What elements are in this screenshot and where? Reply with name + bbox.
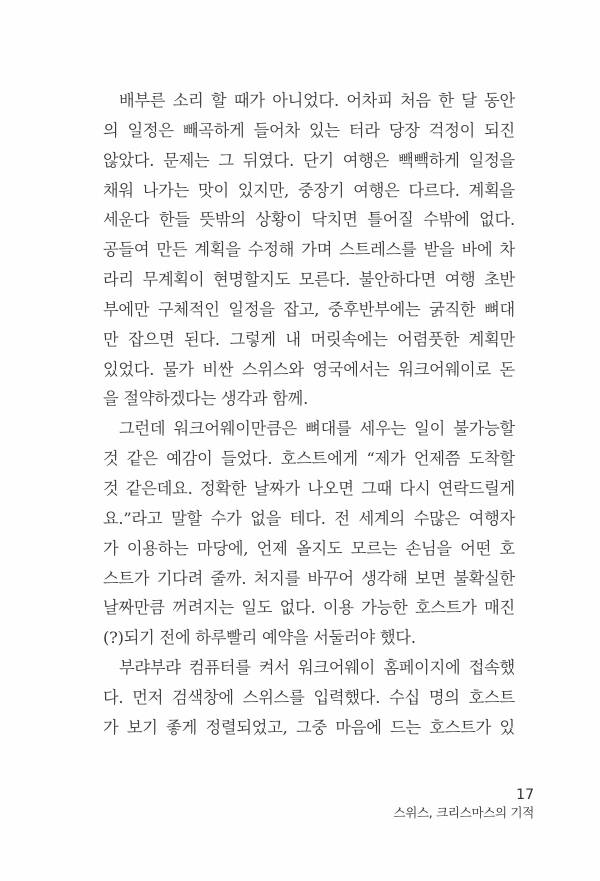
text-line-16: 가 이용하는 마당에, 언제 올지도 모르는 손님을 어떤 호 [103, 538, 515, 558]
text-line-2: 의 일정은 빼곡하게 들어차 있는 터라 당장 걱정이 되진 [103, 120, 515, 140]
text-line-19: (?)되기 전에 하루빨리 예약을 서둘러야 했다. [103, 628, 416, 648]
page-number: 17 [516, 787, 534, 803]
text-line-20: 부랴부랴 컴퓨터를 켜서 워크어웨이 홈페이지에 접속했 [119, 658, 515, 678]
text-line-6: 공들여 만든 계획을 수정해 가며 스트레스를 받을 바에 차 [103, 240, 515, 260]
text-line-13: 것 같은 예감이 들었다. 호스트에게 “제가 언제쯤 도착할 [103, 449, 515, 469]
text-line-1: 배부른 소리 할 때가 아니었다. 어차피 처음 한 달 동안 [119, 91, 515, 110]
running-title: 스위스, 크리스마스의 기적 [393, 805, 534, 820]
text-line-14: 것 같은데요. 정확한 날짜가 나오면 그때 다시 연락드릴게 [103, 478, 515, 498]
page-footer [393, 786, 534, 822]
body-text [103, 86, 515, 743]
text-line-17: 스트가 기다려 줄까. 처지를 바꾸어 생각해 보면 불확실한 [103, 568, 515, 588]
text-line-15: 요.”라고 말할 수가 없을 테다. 전 세계의 수많은 여행자 [103, 508, 515, 528]
text-line-4: 채워 나가는 맛이 있지만, 중장기 여행은 다르다. 계획을 [103, 180, 515, 200]
text-line-3: 않았다. 문제는 그 뒤였다. 단기 여행은 빽빽하게 일정을 [103, 150, 515, 170]
text-line-8: 부에만 구체적인 일정을 잡고, 중후반부에는 굵직한 뼈대 [103, 299, 515, 319]
text-line-10: 있었다. 물가 비싼 스위스와 영국에서는 워크어웨이로 돈 [103, 359, 515, 379]
text-line-12: 그런데 워크어웨이만큼은 뼈대를 세우는 일이 불가능할 [119, 419, 515, 439]
text-line-7: 라리 무계획이 현명할지도 모른다. 불안하다면 여행 초반 [103, 270, 515, 290]
text-line-21: 다. 먼저 검색창에 스위스를 입력했다. 수십 명의 호스트 [103, 687, 515, 707]
text-line-22: 가 보기 좋게 정렬되었고, 그중 마음에 드는 호스트가 있 [103, 717, 515, 737]
text-line-11: 을 절약하겠다는 생각과 함께. [103, 389, 309, 409]
text-line-18: 날짜만큼 꺼려지는 일도 없다. 이용 가능한 호스트가 매진 [103, 598, 515, 618]
text-line-9: 만 잡으면 된다. 그렇게 내 머릿속에는 어렴풋한 계획만 [103, 329, 515, 349]
text-line-5: 세운다 한들 뜻밖의 상황이 닥치면 틀어질 수밖에 없다. [103, 210, 515, 230]
